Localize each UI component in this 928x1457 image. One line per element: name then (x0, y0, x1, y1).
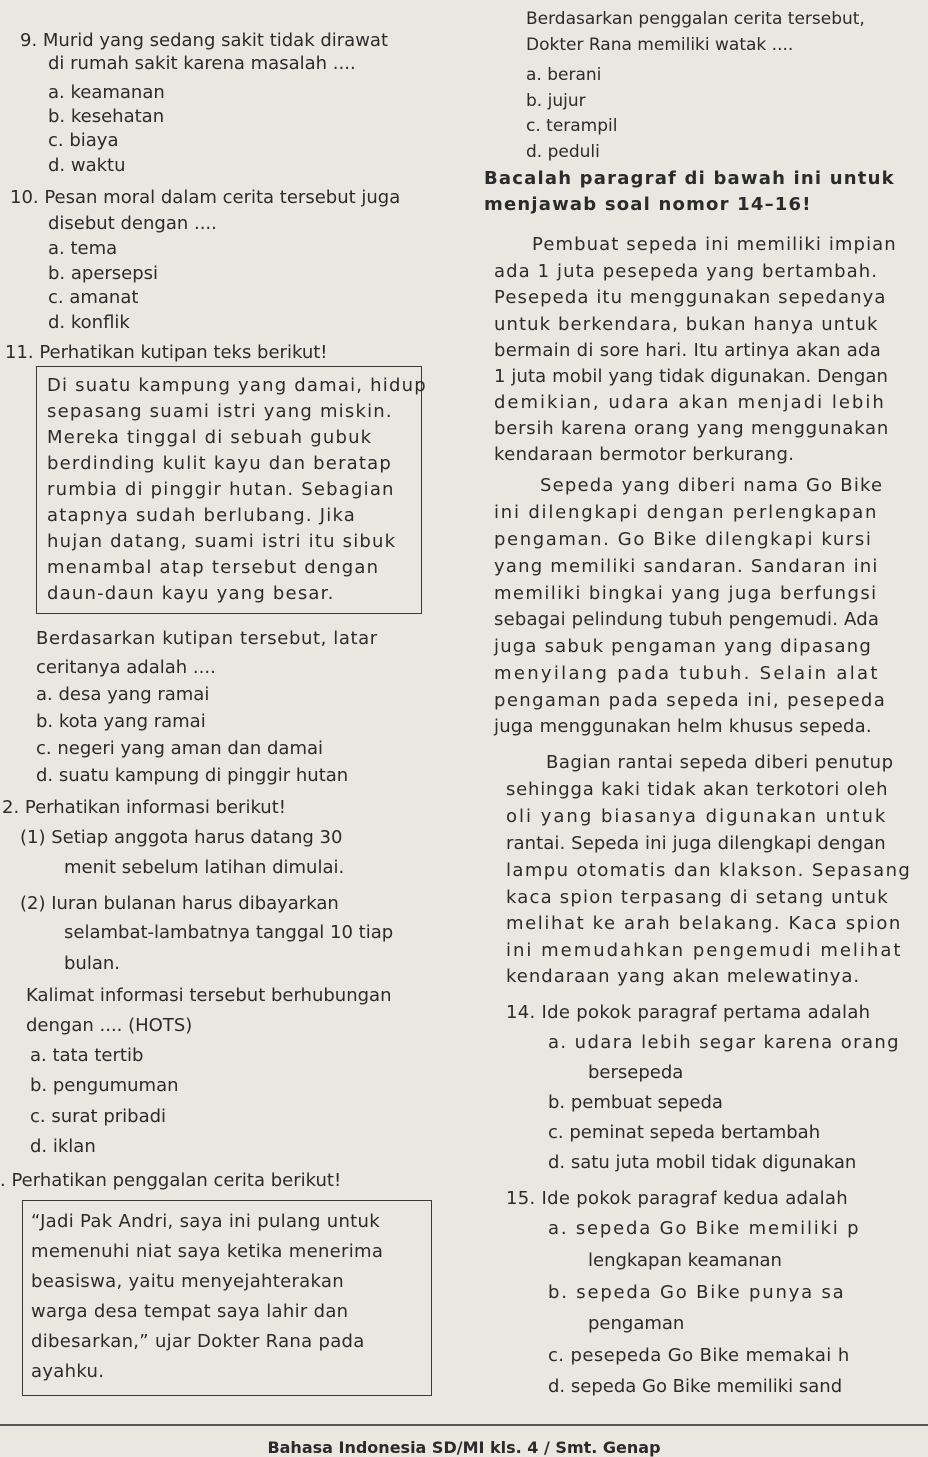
passage1-line: bermain di sore hari. Itu artinya akan ada (494, 340, 882, 361)
passage3-line: oli yang biasanya digunakan untuk (506, 806, 888, 827)
q13-excerpt-line: ayahku. (31, 1361, 105, 1382)
q12-stem: 2. Perhatikan informasi berikut! (2, 797, 286, 818)
q9-option-a: a. keamanan (48, 82, 165, 103)
q11-question-line2: ceritanya adalah .... (36, 657, 216, 678)
instruction-line1: Bacalah paragraf di bawah ini untuk (484, 168, 895, 189)
q11-excerpt-line: atapnya sudah berlubang. Jika (47, 505, 357, 526)
q11-excerpt-line: berdinding kulit kayu dan beratap (47, 453, 393, 474)
q10-option-b: b. apersepsi (48, 263, 159, 284)
q11-excerpt-line: Mereka tinggal di sebuah gubuk (47, 427, 373, 448)
q13-option-a: a. berani (526, 65, 602, 85)
passage3-line: sehingga kaki tidak akan terkotori oleh (506, 779, 889, 800)
q11-option-b: b. kota yang ramai (36, 711, 206, 732)
q11-excerpt-line: daun-daun kayu yang besar. (47, 583, 335, 604)
passage2-line: juga sabuk pengaman yang dipasang (494, 636, 872, 657)
passage2-line: sebagai pelindung tubuh pengemudi. Ada (494, 609, 880, 630)
passage3-line: Bagian rantai sepeda diberi penutup (546, 752, 894, 773)
q11-option-d: d. suatu kampung di pinggir hutan (36, 765, 349, 786)
q11-excerpt-line: Di suatu kampung yang damai, hidup (47, 375, 427, 396)
q15-option-a-cont: lengkapan keamanan (588, 1250, 782, 1271)
q15-option-b: b. sepeda Go Bike punya sa (548, 1282, 846, 1303)
passage2-line: pengaman. Go Bike dilengkapi kursi (494, 529, 873, 550)
q11-excerpt-box (36, 366, 427, 614)
q13-continued-stem-line1: Berdasarkan penggalan cerita tersebut, (526, 9, 865, 29)
q13-option-d: d. peduli (526, 142, 600, 162)
q13-continued-stem-line2: Dokter Rana memiliki watak .... (526, 35, 794, 55)
passage1-line: Pembuat sepeda ini memiliki impian (532, 234, 897, 255)
q11-stem: 11. Perhatikan kutipan teks berikut! (5, 342, 328, 363)
footer-text: Bahasa Indonesia SD/MI kls. 4 / Smt. Genap (267, 1438, 661, 1457)
q13-option-b: b. jujur (526, 91, 586, 111)
passage2-line: yang memiliki sandaran. Sandaran ini (494, 556, 879, 577)
q9-option-c: c. biaya (48, 130, 119, 151)
passage2-line: Sepeda yang diberi nama Go Bike (540, 475, 884, 496)
q15-option-d: d. sepeda Go Bike memiliki sand (548, 1376, 843, 1397)
passage1-line: bersih karena orang yang menggunakan (494, 418, 890, 439)
q9-option-d: d. waktu (48, 155, 126, 176)
passage1-line: ada 1 juta pesepeda yang bertambah. (494, 261, 879, 282)
q13-stem: . Perhatikan penggalan cerita berikut! (0, 1170, 342, 1191)
q12-item-line: (2) Iuran bulanan harus dibayarkan (20, 893, 339, 914)
q13-option-c: c. terampil (526, 116, 618, 136)
passage1-line: demikian, udara akan menjadi lebih (494, 392, 886, 413)
q13-excerpt-line: memenuhi niat saya ketika menerima (31, 1241, 384, 1262)
passage1-line: Pesepeda itu menggunakan sepedanya (494, 287, 887, 308)
q10-stem-line1: 10. Pesan moral dalam cerita tersebut juga (10, 187, 401, 208)
q12-option-d: d. iklan (30, 1136, 96, 1157)
passage1-line: untuk berkendara, bukan hanya untuk (494, 314, 879, 335)
passage2-line: memiliki bingkai yang juga berfungsi (494, 583, 878, 604)
passage3-line: melihat ke arah belakang. Kaca spion (506, 913, 902, 934)
q12-item-line: bulan. (64, 953, 120, 974)
q11-excerpt-line: menambal atap tersebut dengan (47, 557, 380, 578)
q11-option-c: c. negeri yang aman dan damai (36, 738, 324, 759)
instruction-line2: menjawab soal nomor 14–16! (484, 194, 812, 215)
passage3-line: lampu otomatis dan klakson. Sepasang (506, 860, 912, 881)
q12-option-a: a. tata tertib (30, 1045, 144, 1066)
passage3-line: kendaraan yang akan melewatinya. (506, 966, 861, 987)
q14-option-d: d. satu juta mobil tidak digunakan (548, 1152, 857, 1173)
passage2-line: ini dilengkapi dengan perlengkapan (494, 502, 879, 523)
passage2-line: menyilang pada tubuh. Selain alat (494, 663, 880, 684)
q15-stem: 15. Ide pokok paragraf kedua adalah (506, 1188, 848, 1209)
q13-excerpt-line: warga desa tempat saya lahir dan (31, 1301, 349, 1322)
passage2-line: pengaman pada sepeda ini, pesepeda (494, 690, 887, 711)
q15-option-b-cont: pengaman (588, 1313, 685, 1334)
q14-option-c: c. peminat sepeda bertambah (548, 1122, 821, 1143)
q11-question-line1: Berdasarkan kutipan tersebut, latar (36, 628, 378, 649)
q9-stem-line2: di rumah sakit karena masalah .... (48, 53, 356, 74)
q14-stem: 14. Ide pokok paragraf pertama adalah (506, 1002, 871, 1023)
q15-option-a: a. sepeda Go Bike memiliki p (548, 1218, 861, 1239)
passage2-line: juga menggunakan helm khusus sepeda. (494, 716, 872, 737)
q11-option-a: a. desa yang ramai (36, 684, 210, 705)
passage3-line: kaca spion terpasang di setang untuk (506, 887, 889, 908)
q12-item-line: menit sebelum latihan dimulai. (64, 857, 345, 878)
q11-excerpt-line: hujan datang, suami istri itu sibuk (47, 531, 397, 552)
footer-divider (0, 1424, 928, 1426)
q14-option-a-cont: bersepeda (588, 1062, 684, 1083)
q13-excerpt-box (22, 1200, 432, 1396)
q9-stem-line1: 9. Murid yang sedang sakit tidak dirawat (20, 30, 389, 51)
q10-stem-line2: disebut dengan .... (48, 213, 217, 234)
q12-option-b: b. pengumuman (30, 1075, 179, 1096)
q12-question-line2: dengan .... (HOTS) (26, 1015, 193, 1036)
q14-option-a: a. udara lebih segar karena orang (548, 1032, 901, 1053)
passage1-line: 1 juta mobil yang tidak digunakan. Dengan (494, 366, 888, 387)
q9-option-b: b. kesehatan (48, 106, 165, 127)
passage1-line: kendaraan bermotor berkurang. (494, 444, 795, 465)
q12-item-line: (1) Setiap anggota harus datang 30 (20, 827, 343, 848)
q10-option-a: a. tema (48, 238, 118, 259)
q13-excerpt-line: beasiswa, yaitu menyejahterakan (31, 1271, 344, 1292)
q10-option-c: c. amanat (48, 287, 139, 308)
q13-excerpt-line: dibesarkan,” ujar Dokter Rana pada (31, 1331, 365, 1352)
passage3-line: ini memudahkan pengemudi melihat (506, 940, 903, 961)
q12-item-line: selambat-lambatnya tanggal 10 tiap (64, 922, 394, 943)
q11-excerpt-line: sepasang suami istri yang miskin. (47, 401, 393, 422)
passage3-line: rantai. Sepeda ini juga dilengkapi dengan (506, 833, 886, 854)
q15-option-c: c. pesepeda Go Bike memakai h (548, 1345, 850, 1366)
q14-option-b: b. pembuat sepeda (548, 1092, 723, 1113)
q10-option-d: d. konflik (48, 312, 130, 333)
q13-excerpt-line: “Jadi Pak Andri, saya ini pulang untuk (31, 1211, 380, 1232)
q12-question-line1: Kalimat informasi tersebut berhubungan (26, 985, 392, 1006)
q12-option-c: c. surat pribadi (30, 1106, 167, 1127)
q11-excerpt-line: rumbia di pinggir hutan. Sebagian (47, 479, 395, 500)
